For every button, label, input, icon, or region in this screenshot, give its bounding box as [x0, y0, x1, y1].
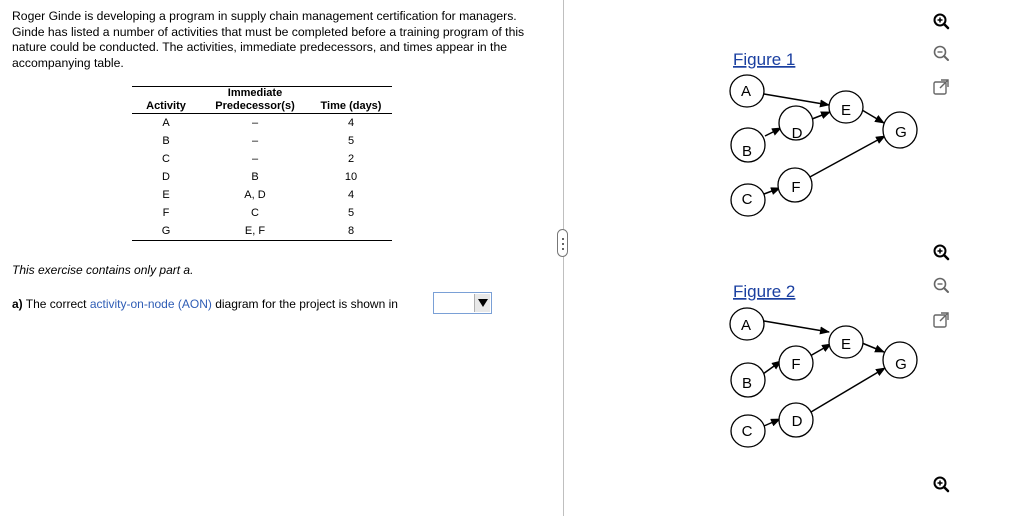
node-label: F: [791, 179, 801, 196]
arrow-a-e: [764, 321, 829, 332]
node-label: C: [741, 191, 753, 208]
header-predecessors: [200, 87, 310, 114]
table-row: [132, 114, 392, 133]
arrow-c-f: [764, 188, 780, 194]
zoom-in-icon[interactable]: [931, 12, 951, 32]
grip-dot: [562, 248, 564, 250]
cell-activity: C: [162, 153, 170, 165]
resize-handle[interactable]: [557, 229, 568, 257]
figure-2: [700, 272, 930, 452]
header-time: Time (days): [320, 100, 382, 112]
answer-dropdown[interactable]: [433, 292, 492, 314]
cell-predecessors: B: [251, 171, 259, 183]
question-label: a): [12, 297, 23, 311]
node-label: G: [895, 356, 907, 373]
arrow-d-g: [811, 368, 885, 412]
header-predecessors-line2: Predecessor(s): [215, 100, 295, 112]
table-row: [132, 186, 392, 204]
cell-activity: G: [161, 225, 171, 237]
table-row: [132, 204, 392, 222]
node-label: D: [791, 413, 803, 430]
arrow-a-e: [764, 94, 829, 105]
pane-divider: [563, 0, 564, 516]
aon-glossary-link[interactable]: activity-on-node (AON): [89, 297, 212, 311]
zoom-out-icon[interactable]: [931, 276, 951, 296]
cell-time: 5: [347, 135, 355, 147]
figure-2-title: Figure 2: [733, 282, 796, 301]
cell-time: 4: [347, 189, 355, 201]
zoom-in-icon[interactable]: [931, 243, 951, 263]
cell-activity: E: [162, 189, 170, 201]
arrow-b-f: [763, 361, 781, 374]
cell-time: 5: [347, 207, 355, 219]
arrow-f-g: [808, 136, 885, 178]
open-in-new-window-icon[interactable]: [931, 310, 951, 330]
grip-dot: [562, 238, 564, 240]
figure-1: [700, 40, 930, 220]
table-row: [132, 132, 392, 150]
node-label: A: [740, 317, 752, 334]
activity-table: [132, 86, 392, 241]
cell-activity: A: [162, 117, 170, 129]
cell-predecessors: E, F: [244, 225, 266, 237]
node-label: F: [791, 356, 801, 373]
intro-text: Roger Ginde is developing a program in supply chain management certification for managers. Ginde has listed a number of activities that must be completed before a training program of this nature could be conducted. The activities, immediate predecessors, and times appear in the accompanying table.: [12, 9, 525, 70]
cell-predecessors: C: [251, 207, 259, 219]
cell-time: 2: [347, 153, 355, 165]
cell-time: 10: [344, 171, 358, 183]
figure-1-title: Figure 1: [733, 50, 796, 69]
arrow-f-e: [810, 344, 831, 356]
header-activity: Activity: [146, 100, 186, 112]
cell-activity: D: [162, 171, 170, 183]
question-text-after: diagram for the project is shown in: [211, 297, 398, 311]
arrow-e-g: [862, 343, 884, 352]
arrow-b-d: [765, 128, 781, 136]
zoom-out-icon[interactable]: [931, 44, 951, 64]
table-row: [132, 222, 392, 241]
header-predecessors-line1: Immediate: [227, 87, 283, 99]
node-label: C: [741, 423, 753, 440]
node-label: G: [895, 124, 907, 141]
chevron-down-icon[interactable]: [474, 294, 490, 312]
zoom-in-icon[interactable]: [931, 475, 951, 495]
cell-predecessors: –: [251, 153, 259, 165]
cell-predecessors: –: [251, 117, 259, 129]
cell-predecessors: –: [251, 135, 259, 147]
node-label: E: [840, 102, 852, 119]
question-a: [12, 297, 398, 311]
table-header-row: [132, 87, 392, 114]
question-text-before: The correct: [22, 297, 90, 311]
node-label: D: [791, 125, 803, 142]
part-note: This exercise contains only part a.: [12, 263, 194, 277]
table-row: [132, 150, 392, 168]
cell-activity: B: [162, 135, 170, 147]
arrow-c-d: [764, 419, 780, 426]
arrow-d-e: [812, 112, 830, 119]
node-label: E: [840, 336, 852, 353]
node-label: A: [740, 83, 752, 100]
arrow-e-g: [862, 110, 884, 123]
open-in-new-window-icon[interactable]: [931, 77, 951, 97]
cell-time: 4: [347, 117, 355, 129]
grip-dot: [562, 243, 564, 245]
cell-time: 8: [347, 225, 355, 237]
cell-predecessors: A, D: [244, 189, 266, 201]
node-label: B: [741, 143, 753, 160]
table-row: [132, 168, 392, 186]
cell-activity: F: [162, 207, 170, 219]
node-label: B: [741, 375, 753, 392]
